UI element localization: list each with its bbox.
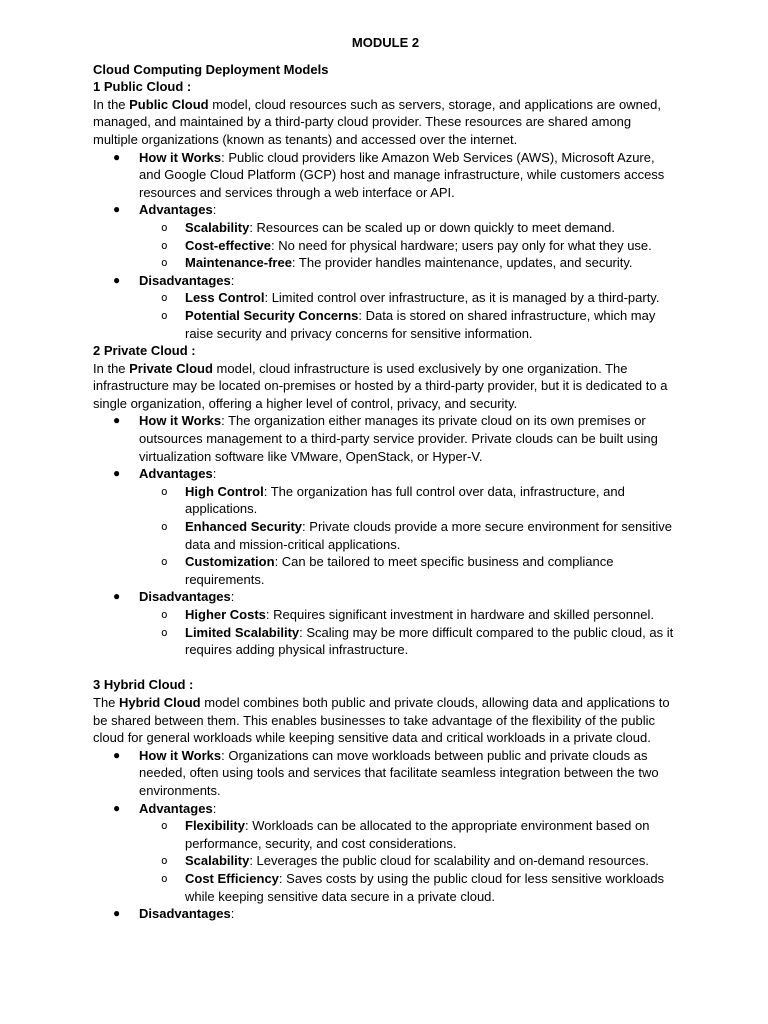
section-spacer — [93, 659, 678, 677]
list-item: o Less Control: Limited control over infrastructure, as it is managed by a third-party. — [161, 290, 660, 306]
bullet-icon: ● — [113, 202, 121, 217]
list-item: o Limited Scalability: Scaling may be more difficult compared to the public cloud, as it requires adding physical infrastructure. — [161, 624, 674, 658]
bullet-icon: ● — [113, 272, 121, 287]
circle-bullet-icon: o — [161, 871, 168, 885]
list-item: o High Control: The organization has full control over data, infrastructure, and applications. — [161, 483, 625, 517]
circle-bullet-icon: o — [161, 854, 168, 868]
how-it-works-item: ● How it Works: The organization either manages its private cloud on its own premises or outsources management to a third-party service provider. Private clouds can be built using virtualization software like VMware, OpenStack, or Hyper-V. — [113, 413, 658, 464]
disadvantages-item: ● Disadvantages: o Higher Costs: Requires significant investment in hardware and skilled personnel. o Limited Scalability: Scaling may be more difficult compared to the public cloud, as it requires adding physical infrastructure. — [93, 588, 678, 658]
section-list — [93, 747, 678, 923]
how-it-works-item: ● How it Works: Organizations can move workloads between public and private clouds as needed, often using tools and services that facilitate seamless integration between the two environments. — [113, 747, 659, 798]
circle-bullet-icon: o — [161, 819, 168, 833]
list-item: o Flexibility: Workloads can be allocated to the appropriate environment based on performance, security, and cost considerations. — [161, 818, 650, 851]
circle-bullet-icon: o — [161, 625, 168, 639]
section-intro: In the Private Cloud model, cloud infrastructure is used exclusively by one organization. The infrastructure may be located on-premises or hosted by a third-party provider, but it is dedicated to a single organization, offering a higher level of control, privacy, and security. — [93, 360, 668, 411]
bullet-icon: ● — [113, 800, 121, 815]
circle-bullet-icon: o — [161, 608, 168, 621]
circle-bullet-icon: o — [161, 484, 168, 498]
section-list — [93, 412, 678, 658]
circle-bullet-icon: o — [161, 238, 168, 252]
bullet-icon: ● — [113, 149, 121, 164]
disadvantages-list — [139, 606, 678, 659]
list-item: o Potential Security Concerns: Data is stored on shared infrastructure, which may raise security and privacy concerns for sensitive information. — [161, 307, 656, 341]
advantages-item: ● Advantages: o Scalability: Resources can be scaled up or down quickly to meet demand. o Cost-effective: No need for physical hardware; users pay only for what they use. o Maintenance-free: The provider handles maintenance, updates, and security. — [93, 201, 678, 271]
advantages-item: ● Advantages: o Flexibility: Workloads can be allocated to the appropriate environment based on performance, security, and cost considerations. o Scalability: Leverages the public cloud for scalability and on-demand resources. o Cost Efficiency: Saves costs by using the public cloud for less sensitive workloads while keeping sensitive data secure in a private cloud. — [93, 800, 678, 906]
section-intro: In the Public Cloud model, cloud resources such as servers, storage, and applications are owned, managed, and maintained by a third-party cloud provider. These resources are shared among multiple organizations (known as tenants) and accessed over the internet. — [93, 96, 661, 147]
circle-bullet-icon: o — [161, 308, 168, 322]
bullet-icon: ● — [113, 466, 121, 481]
advantages-list — [139, 483, 678, 589]
list-item: o Scalability: Resources can be scaled up or down quickly to meet demand. — [161, 219, 615, 235]
how-it-works-item: ● How it Works: Public cloud providers like Amazon Web Services (AWS), Microsoft Azure, and Google Cloud Platform (GCP) host and manage infrastructure, while customers access resources and services through a web interface or API. — [113, 149, 665, 200]
bullet-icon: ● — [113, 413, 121, 428]
list-item: o Customization: Can be tailored to meet specific business and compliance requirements. — [161, 554, 614, 587]
advantages-list — [139, 219, 678, 272]
disadvantages-item: ● Disadvantages: o Less Control: Limited control over infrastructure, as it is managed by a third-party. o Potential Security Concerns: Data is stored on shared infrastructure, which may raise security and privacy concerns for sensitive information. — [93, 272, 678, 342]
advantages-item: ● Advantages: o High Control: The organization has full control over data, infrastructure, and applications. o Enhanced Security: Private clouds provide a more secure environment for sensitive data and mission-critical applications. o Customization: Can be tailored to meet specific business and compliance requirements. — [93, 465, 678, 588]
circle-bullet-icon: o — [161, 291, 168, 305]
disadvantages-list — [139, 289, 678, 342]
section-intro: The Hybrid Cloud model combines both public and private clouds, allowing data and applications to be shared between them. This enables businesses to take advantage of the flexibility of the public cloud for general workloads while keeping sensitive data and critical workloads in a private cloud. — [93, 694, 670, 746]
document-heading: Cloud Computing Deployment Models — [93, 61, 329, 77]
section-heading: 2 Private Cloud : — [93, 343, 196, 359]
list-item: o Cost Efficiency: Saves costs by using the public cloud for less sensitive workloads while keeping sensitive data secure in a private cloud. — [161, 870, 665, 904]
list-item: o Enhanced Security: Private clouds provide a more secure environment for sensitive data and mission-critical applications. — [161, 519, 672, 552]
section-hybrid-cloud — [93, 676, 678, 922]
section-private-cloud — [93, 342, 678, 659]
advantages-list — [139, 817, 678, 905]
section-public-cloud — [93, 78, 678, 342]
list-item: o Maintenance-free: The provider handles maintenance, updates, and security. — [161, 255, 633, 271]
bullet-icon: ● — [113, 747, 121, 762]
section-heading: 1 Public Cloud : — [93, 79, 192, 95]
circle-bullet-icon: o — [161, 256, 168, 270]
circle-bullet-icon: o — [161, 520, 168, 534]
page-title: MODULE 2 — [351, 35, 420, 50]
circle-bullet-icon: o — [161, 220, 168, 234]
section-list — [93, 149, 678, 343]
disadvantages-item: ● Disadvantages: — [113, 906, 235, 922]
section-heading: 3 Hybrid Cloud : — [93, 677, 194, 693]
list-item: o Higher Costs: Requires significant investment in hardware and skilled personnel. — [161, 607, 654, 622]
list-item: o Cost-effective: No need for physical hardware; users pay only for what they use. — [161, 237, 652, 253]
bullet-icon: ● — [113, 589, 121, 604]
list-item: o Scalability: Leverages the public cloud for scalability and on-demand resources. — [161, 853, 649, 869]
bullet-icon: ● — [113, 906, 121, 921]
circle-bullet-icon: o — [161, 555, 168, 569]
